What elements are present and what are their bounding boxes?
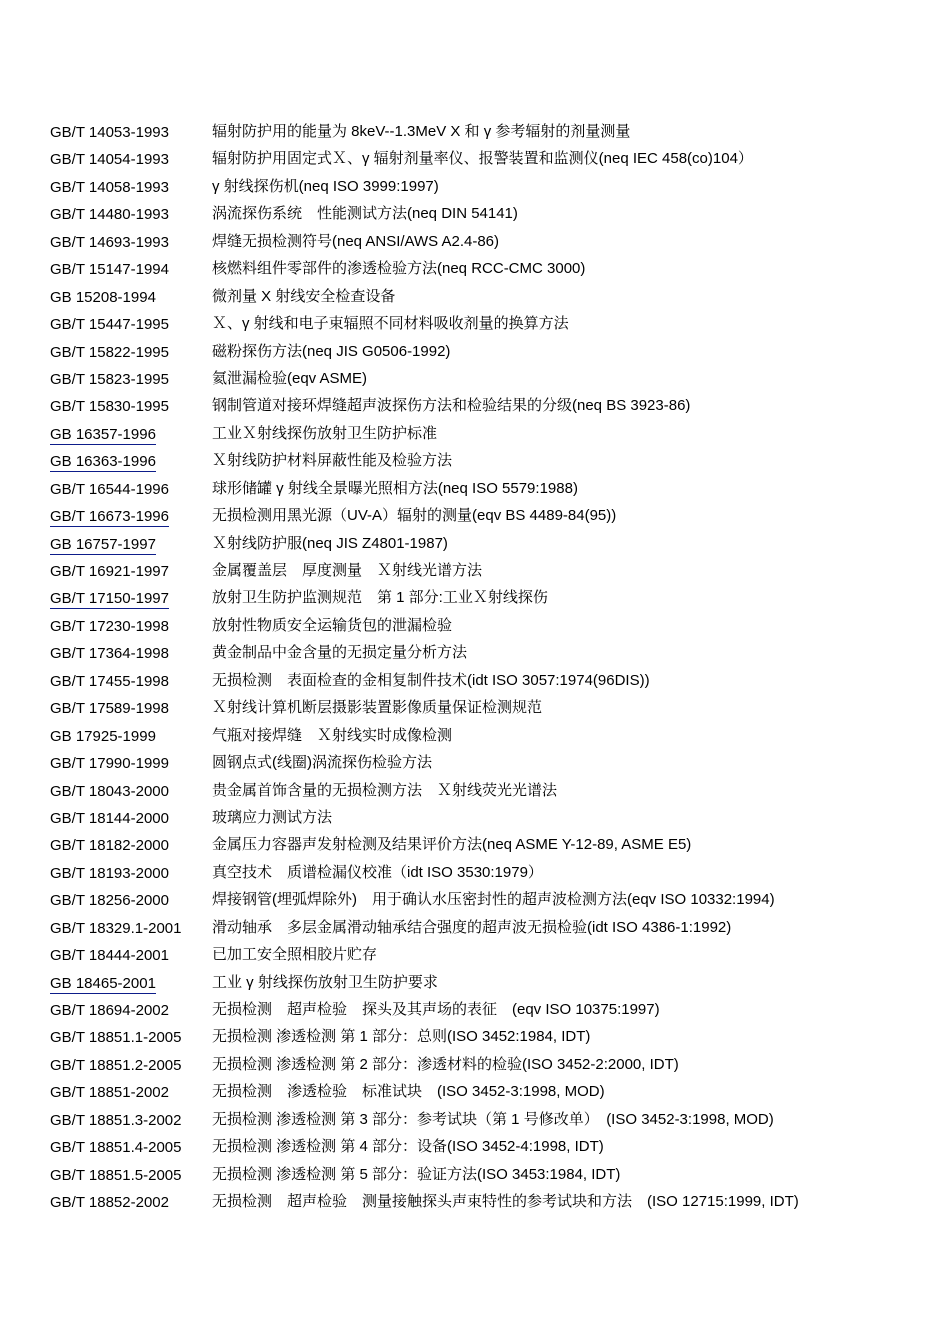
standard-row: [50, 1162, 910, 1189]
standard-title: 黄金制品中金含量的无损定量分析方法: [212, 644, 468, 662]
standard-row: [50, 1134, 910, 1161]
standard-code: GB/T 18851.2-2005: [50, 1056, 182, 1074]
standard-row: [50, 668, 910, 695]
standard-code: GB/T 18851.3-2002: [50, 1111, 182, 1129]
standard-row: [50, 805, 910, 832]
standard-title: 工业 γ 射线探伤放射卫生防护要求: [212, 973, 438, 991]
standard-code-link[interactable]: GB 16363-1996: [50, 453, 156, 471]
standard-code: GB/T 15147-1994: [50, 261, 169, 279]
standard-row: [50, 531, 910, 558]
standard-title: 焊接钢管(埋弧焊除外) 用于确认水压密封性的超声波检测方法(eqv ISO 10332:1994): [212, 891, 775, 909]
standard-row: [50, 476, 910, 503]
standard-title: 无损检测 超声检验 测量接触探头声束特性的参考试块和方法 (ISO 12715:1999, IDT): [212, 1193, 799, 1211]
standard-title: γ 射线探伤机(neq ISO 3999:1997): [212, 177, 439, 195]
standard-row: [50, 1189, 910, 1216]
standard-row: [50, 750, 910, 777]
standard-title: 钢制管道对接环焊缝超声波探伤方法和检验结果的分级(neq BS 3923-86): [212, 397, 691, 415]
standard-code-link[interactable]: GB/T 17150-1997: [50, 590, 169, 608]
standard-code: GB/T 18329.1-2001: [50, 919, 182, 937]
standard-title: 氦泄漏检验(eqv ASME): [212, 369, 368, 387]
standard-title: 已加工安全照相胶片贮存: [212, 946, 378, 964]
standard-code: GB/T 15822-1995: [50, 343, 169, 361]
standard-row: [50, 393, 910, 420]
standard-code: GB/T 15823-1995: [50, 370, 169, 388]
standard-title: Ｘ射线计算机断层摄影装置影像质量保证检测规范: [212, 699, 543, 717]
standard-row: [50, 174, 910, 201]
standard-row: [50, 256, 910, 283]
standard-row: [50, 339, 910, 366]
standard-title: 球形储罐 γ 射线全景曝光照相方法(neq ISO 5579:1988): [212, 479, 578, 497]
standard-title: Ｘ、γ 射线和电子束辐照不同材料吸收剂量的换算方法: [212, 315, 569, 333]
standard-title: 辐射防护用固定式Ｘ、γ 辐射剂量率仪、报警装置和监测仪(neq IEC 458(co)104）: [212, 150, 753, 168]
standard-code: GB/T 14053-1993: [50, 124, 169, 141]
standard-code: GB/T 18444-2001: [50, 947, 169, 965]
standard-code: GB/T 18851.1-2005: [50, 1029, 182, 1047]
standard-title: 无损检测 表面检查的金相复制件技术(idt ISO 3057:1974(96DIS)): [212, 671, 650, 689]
standard-row: [50, 201, 910, 228]
standard-code: GB/T 18256-2000: [50, 892, 169, 910]
standard-row: [50, 311, 910, 338]
standard-code: GB/T 18694-2002: [50, 1002, 169, 1019]
standard-code: GB/T 15447-1995: [50, 316, 169, 334]
standard-title: 气瓶对接焊缝 Ｘ射线实时成像检测: [212, 726, 453, 744]
standard-code: GB/T 14480-1993: [50, 206, 169, 224]
standard-row: [50, 832, 910, 859]
standard-code-link[interactable]: GB/T 16673-1996: [50, 508, 169, 526]
standard-title: 辐射防护用的能量为 8keV--1.3MeV X 和 γ 参考辐射的剂量测量: [212, 123, 631, 140]
standard-row: [50, 778, 910, 805]
standard-code: GB/T 18043-2000: [50, 782, 169, 800]
standard-row: [50, 942, 910, 969]
standard-row: [50, 1024, 910, 1051]
standard-row: [50, 119, 910, 146]
standard-title: 金属压力容器声发射检测及结果评价方法(neq ASME Y-12-89, ASME E5): [212, 836, 692, 854]
standard-row: [50, 585, 910, 612]
standard-code: GB/T 17589-1998: [50, 700, 169, 718]
standard-code-link[interactable]: GB 18465-2001: [50, 974, 156, 992]
standard-code: GB/T 14693-1993: [50, 233, 169, 251]
standard-code: GB/T 17455-1998: [50, 672, 169, 690]
standard-row: [50, 860, 910, 887]
standard-code: GB/T 16544-1996: [50, 480, 169, 498]
standard-row: [50, 229, 910, 256]
standard-row: [50, 613, 910, 640]
standard-row: [50, 146, 910, 173]
standard-title: 无损检测用黑光源（UV-A）辐射的测量(eqv BS 4489-84(95)): [212, 507, 617, 525]
standard-code: GB 17925-1999: [50, 727, 156, 745]
standard-row: [50, 503, 910, 530]
standard-row: [50, 915, 910, 942]
standard-row: [50, 366, 910, 393]
standard-code: GB/T 17230-1998: [50, 617, 169, 635]
standard-title: 涡流探伤系统 性能测试方法(neq DIN 54141): [212, 205, 518, 223]
standard-title: 滑动轴承 多层金属滑动轴承结合强度的超声波无损检验(idt ISO 4386-1:1992): [212, 918, 732, 936]
standard-code: GB 15208-1994: [50, 288, 156, 306]
standard-title: Ｘ射线防护材料屏蔽性能及检验方法: [212, 452, 453, 470]
standard-row: [50, 723, 910, 750]
standard-code: GB/T 18193-2000: [50, 864, 169, 882]
standard-row: [50, 448, 910, 475]
standard-title: 金属覆盖层 厚度测量 Ｘ射线光谱方法: [212, 562, 483, 579]
standard-row: [50, 1079, 910, 1106]
standard-title: 磁粉探伤方法(neq JIS G0506-1992): [212, 342, 451, 360]
standard-title: 贵金属首饰含量的无损检测方法 Ｘ射线荧光光谱法: [212, 781, 558, 799]
standard-title: 圆钢点式(线圈)涡流探伤检验方法: [212, 754, 432, 772]
standards-list: [50, 119, 910, 1217]
standard-title: 焊缝无损检测符号(neq ANSI/AWS A2.4-86): [212, 232, 500, 250]
standard-row: [50, 284, 910, 311]
standard-code: GB/T 18852-2002: [50, 1194, 169, 1212]
standard-row: [50, 1052, 910, 1079]
standard-title: 无损检测 渗透检测 第 3 部分：参考试块（第 1 号修改单） (ISO 3452-3:1998, MOD): [212, 1110, 774, 1128]
standard-title: 无损检测 渗透检测 第 2 部分：渗透材料的检验(ISO 3452-2:2000, IDT): [212, 1055, 679, 1073]
standard-title: 无损检测 超声检验 探头及其声场的表征 (eqv ISO 10375:1997): [212, 1001, 660, 1018]
standard-title: 无损检测 渗透检测 第 1 部分：总则(ISO 3452:1984, IDT): [212, 1028, 591, 1046]
standard-code: GB/T 17364-1998: [50, 645, 169, 663]
standard-title: Ｘ射线防护服(neq JIS Z4801-1987): [212, 534, 448, 552]
standard-code-link[interactable]: GB 16757-1997: [50, 535, 156, 553]
standard-title: 无损检测 渗透检验 标准试块 (ISO 3452-3:1998, MOD): [212, 1083, 605, 1101]
standard-title: 工业Ｘ射线探伤放射卫生防护标准: [212, 424, 438, 442]
standard-row: [50, 1107, 910, 1134]
standard-row: [50, 640, 910, 667]
standard-row: [50, 421, 910, 448]
standard-title: 微剂量 X 射线安全检查设备: [212, 287, 396, 305]
standard-title: 放射卫生防护监测规范 第 1 部分:工业Ｘ射线探伤: [212, 589, 548, 607]
standard-row: [50, 970, 910, 997]
standard-code-link[interactable]: GB 16357-1996: [50, 425, 156, 443]
standard-code: GB/T 18851.5-2005: [50, 1166, 182, 1184]
standard-code: GB/T 15830-1995: [50, 398, 169, 416]
standard-title: 无损检测 渗透检测 第 4 部分：设备(ISO 3452-4:1998, IDT): [212, 1138, 604, 1156]
standard-code: GB/T 16921-1997: [50, 563, 169, 580]
standard-row: [50, 997, 910, 1024]
standard-title: 玻璃应力测试方法: [212, 808, 333, 826]
standard-code: GB/T 18144-2000: [50, 809, 169, 827]
standard-title: 核燃料组件零部件的渗透检验方法(neq RCC-CMC 3000): [212, 260, 586, 278]
standard-code: GB/T 17990-1999: [50, 755, 169, 773]
standard-code: GB/T 14054-1993: [50, 151, 169, 169]
standard-title: 无损检测 渗透检测 第 5 部分：验证方法(ISO 3453:1984, IDT): [212, 1165, 621, 1183]
standard-row: [50, 558, 910, 585]
standard-code: GB/T 18851.4-2005: [50, 1139, 182, 1157]
standard-title: 放射性物质安全运输货包的泄漏检验: [212, 616, 453, 634]
standard-row: [50, 887, 910, 914]
standard-code: GB/T 18182-2000: [50, 837, 169, 855]
standard-title: 真空技术 质谱检漏仪校准（idt ISO 3530:1979）: [212, 863, 543, 881]
standard-code: GB/T 18851-2002: [50, 1084, 169, 1102]
standard-row: [50, 695, 910, 722]
standard-code: GB/T 14058-1993: [50, 178, 169, 196]
